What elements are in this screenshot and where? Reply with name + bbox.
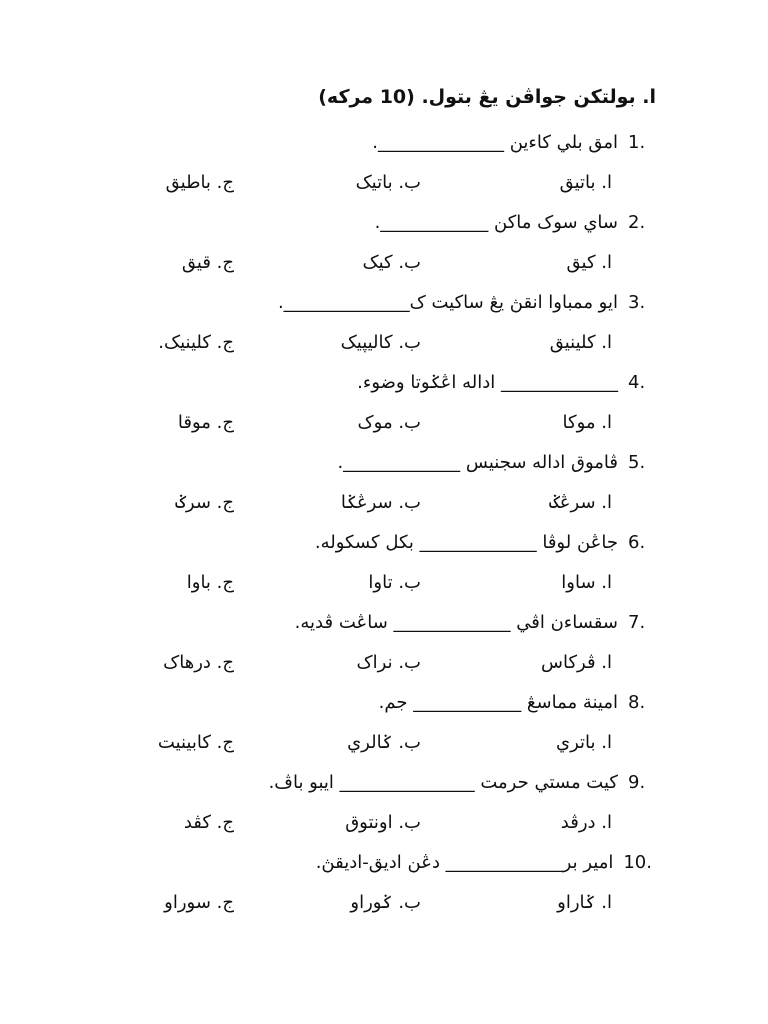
option-b: ب. ݢالري [347, 732, 421, 753]
option-c: ج. كابينيت [157, 732, 234, 753]
question-1 [372, 132, 652, 153]
question-text: امير بر_____________ دڠن اديق-اديقڽ. [315, 852, 614, 873]
question-text: ايو ممباوا انقڽ يڠ ساكيت ک______________. [277, 292, 618, 313]
option-c: ج. باوا [186, 572, 234, 593]
question-number: 7. [628, 612, 646, 633]
option-b: ب. سرڠݢا [340, 492, 421, 513]
option-b: ب. تاوا [368, 572, 421, 593]
option-c: ج. باطيق [165, 172, 234, 193]
question-number: 6. [628, 532, 646, 553]
options-row-5 [0, 492, 768, 520]
question-number: 2. [628, 212, 646, 233]
option-c: ج. كلينيک. [158, 332, 234, 353]
option-b: ب. نراک [356, 652, 421, 673]
option-b: ب. كيک [362, 252, 421, 273]
question-text: _____________ اداله اڠݢوتا وضوء. [357, 372, 618, 393]
question-6 [315, 532, 652, 553]
question-10 [316, 852, 652, 873]
option-b: ب. موک [357, 412, 421, 433]
question-9 [269, 772, 652, 793]
option-c: ج. سرݢ [175, 492, 234, 513]
options-row-7 [0, 652, 768, 680]
option-a: ا. باتيق [559, 172, 612, 193]
question-number: 10. [623, 852, 652, 873]
question-5 [337, 452, 652, 473]
question-number: 5. [628, 452, 646, 473]
options-row-6 [0, 572, 768, 600]
option-b: ب. اونتوق [345, 812, 421, 833]
option-a: ا. ساوا [561, 572, 612, 593]
question-text: ساي سوک ماكن ____________. [374, 212, 618, 233]
options-row-3 [0, 332, 768, 360]
options-row-10 [0, 892, 768, 920]
question-text: كيت مستي حرمت _______________ ايبو باڤ. [268, 772, 618, 793]
question-text: جاڠن لوڤا _____________ بكل كسكوله. [314, 532, 618, 553]
option-a: ا. درڤد [560, 812, 612, 833]
option-c: ج. سوراو [164, 892, 234, 913]
question-number: 1. [628, 132, 646, 153]
option-b: ب. كاليڽيک [340, 332, 421, 353]
question-4 [357, 372, 652, 393]
option-a: ا. ݢاراو [557, 892, 612, 913]
question-number: 3. [628, 292, 646, 313]
options-row-1 [0, 172, 768, 200]
question-3 [278, 292, 652, 313]
option-a: ا. موكا [562, 412, 612, 433]
question-text: سقساءن اڤي _____________ ساڠت ڤديه. [294, 612, 618, 633]
question-8 [379, 692, 652, 713]
option-a: ا. باتري [556, 732, 612, 753]
question-number: 8. [628, 692, 646, 713]
option-c: ج. موقا [177, 412, 234, 433]
question-text: ڤاموق اداله سجنيس _____________. [337, 452, 618, 473]
option-a: ا. سرڠݢ [549, 492, 612, 513]
option-b: ب. ݢوراو [350, 892, 421, 913]
question-number: 4. [628, 372, 646, 393]
options-row-8 [0, 732, 768, 760]
option-b: ب. باتيک [355, 172, 421, 193]
option-c: ج. درهاک [163, 652, 234, 673]
question-text: امينة مماسڠ ____________ جم. [378, 692, 618, 713]
question-number: 9. [628, 772, 646, 793]
question-7 [295, 612, 652, 633]
options-row-4 [0, 412, 768, 440]
option-c: ج. قيق [181, 252, 234, 273]
option-c: ج. كڤد [183, 812, 234, 833]
option-a: ا. كيق [566, 252, 612, 273]
options-row-2 [0, 252, 768, 280]
question-text: امق بلي كاءين ______________. [372, 132, 618, 153]
option-a: ا. كلينيق [549, 332, 612, 353]
section-title: ا. بولتكن جواڤن يڠ بتول. (10 مركه) [318, 86, 656, 108]
option-a: ا. ڤركاس [540, 652, 612, 673]
options-row-9 [0, 812, 768, 840]
question-2 [375, 212, 652, 233]
